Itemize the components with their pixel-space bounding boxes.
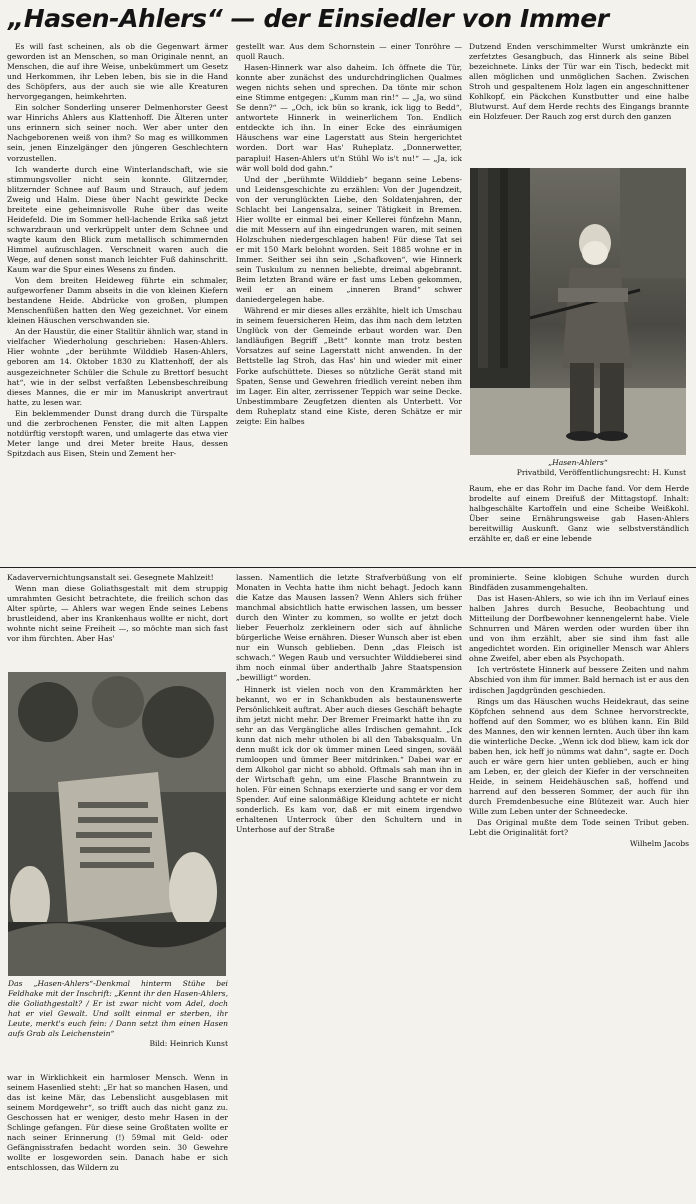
paragraph: Hasen-Hinnerk war also daheim. Ich öffnete die Tür, konnte aber zunächst des undurchdringlichen Qualmes wegen nichts sehen und sprechen. Da tönte mir schon eine Stimme entgegen: „Kumm man rin!“ — „Ja, wo sünd Se denn?“ — „Och, ick bün so krank, ick ligg to Bedd“, antwortete Hinnerk in weinerlichem Ton. Endlich entdeckte ich ihn. In einer Ecke des einräumigen Häuschens war eine Lagerstatt aus Stein hergerichtet worden. Dort war Has' Ruheplatz. „Donnerwetter, paraplui! Hasen-Ahlers ut'n Stühl Wo is't nu!“ — „Ja, ick wär woll bold dod gahn.“: [236, 63, 462, 173]
paragraph: Von dem breiten Heideweg führte ein schmaler, aufgeworfener Damm abseits in die von kleinen Kiefern bestandene Heide. Abdrücke von großen, plumpen Menschenfüßen hatten den Weg gezeichnet. Vor einem kleinen Häuschen verschwanden sie.: [7, 276, 228, 326]
paragraph: Es will fast scheinen, als ob die Gegenwart ärmer geworden ist an Menschen, so man Originale nennt, an Menschen, die auf ihre Weise, unbekümmert um Gesetz und Herkommen, ihr Leben leben, bis sie in die Hand des Schöpfers, aus der auch sie wie alle Kreaturen hervorgegangen, heimkehrten.: [7, 42, 228, 102]
headline: „Hasen-Ahlers“ — der Einsiedler von Immer: [8, 4, 609, 33]
paragraph: Ein beklemmender Dunst drang durch die Türspalte und die zerbrochenen Fenster, die mit alten Lappen notdürftig verstopft waren, und umlagerte das etwa vier Meter lange und drei Meter breite Haus, dessen Spitzdach aus Eisen, Stein und Zement her-: [7, 408, 228, 458]
bottom-column-2: [236, 573, 462, 903]
paragraph: Kadaververnichtungsanstalt sei. Gesegnete Mahlzeit!: [7, 573, 214, 582]
paragraph: Ein solcher Sonderling unserer Delmenhorster Geest war Hinrichs Ahlers aus Klattenhoff. Die Älteren unter uns erinnern sich seiner noch. Wer aber unter den Nachgeborenen weiß von ihm? So mag es willkommen sein, jenen Einzelgänger den jüngeren Geschlechtern vorzustellen.: [7, 103, 228, 163]
photo-caption-title: „Hasen-Ahlers“: [548, 458, 608, 467]
paragraph: Rings um das Häuschen wuchs Heidekraut, das seine Köpfchen sehnend aus dem Schnee hervorstreckte, hoffend auf den Sommer, wo es blühen kann. Ein Bild des Mannes, den wir kennen lernten. Auch über ihn kam die winterliche Decke. „Wenn ick dod bliew, kam ick dor baben hen, ick heff jo nümms wat dahn“, sagte er. Doch auch er wäre gern hier unten geblieben, auch er hing am Leben, er, der gleich der Kiefer in der verschneiten Heide, in seinem Heidehäuschen saß, hoffend und harrend auf den besseren Sommer, der auch für ihn durch Fremdenbesuche eine Blütezeit war. Auch hier Wille zum Leben unter der Schneedecke.: [469, 696, 689, 817]
monument-caption: [8, 979, 228, 1069]
paragraph: An der Haustür, die einer Stalltür ähnlich war, stand in vielfacher Wiederholung geschrieben: Hasen-Ahlers. Hier wohnte „der berühmte Wilddieb Hasen-Ahlers, geboren am 14. Oktober 1830 zu Klattenhoff, der als ausgezeichneter Schüler die Schule zu Brettorf besucht hat“, wie in der selbst verfaßten Lebensbeschreibung dieses Mannes, die er mir im Manuskript anvertraut hatte, zu lesen war.: [7, 327, 228, 407]
paragraph: Wenn man diese Goliathsgestalt mit dem struppig umrahmten Gesicht betrachtete, die freilich schon das Alter spürte, — Ahlers war wegen Ende seines Lebens brustleidend, aber ins Krankenhaus wollte er nicht, dort wohnte nicht seine Freiheit —, so möchte man sich fast vor ihm fürchten. Aber Has': [7, 584, 228, 644]
article-column-2: [236, 42, 462, 564]
author-name: Wilhelm Jacobs: [629, 839, 689, 849]
bottom-column-1-bottom: [7, 1073, 228, 1201]
paragraph: prominierte. Seine klobigen Schuhe wurden durch Bindfäden zusammengehalten.: [469, 573, 689, 593]
paragraph: Während er mir dieses alles erzählte, hielt ich Umschau in seinem feuersicheren Heim, das ihm nach dem letzten Unglück von der Gemeinde erbaut worden war. Den landläufigen Begriff „Bett“ konnte man trotz besten Vorsatzes auf seine Lagerstatt nicht anwenden. In der Bettstelle lag Stroh, das Has' hin und wieder mit einer Forke aufschüttete. Dieses so nützliche Gerät stand mit Spaten, Sense und Gewehren friedlich vereint neben ihm im Lager. Ein alter, zerrissener Teppich war seine Decke. Unbestimmbare Zeugfetzen dienten als Unterbett. Vor dem Ruheplatz stand eine Kiste, deren Schätze er mir zeigte: Ein halbes: [236, 306, 462, 426]
bottom-column-1-top: [7, 573, 228, 653]
paragraph: Ich wanderte durch eine Winterlandschaft, wie sie stimmungsvoller nicht sein konnte. Glitzernder, blitzernder Schnee auf Baum und Strauch, auf jedem Zweig und Halm. Diese über Nacht gewirkte Decke breitete eine geheimnisvolle Ruhe über das weite Heidefeld. Die im Sommer hell-lachende Erika saß jetzt schwarzbraun und verkrüppelt unter dem Schnee und wagte kaum den Blick zum metallisch schimmernden Himmel aufzuschlagen. Verschneit waren auch die Wege, auf denen sonst manch leichter Fuß dahinschritt. Kaum war die Spur eines Wesens zu finden.: [7, 164, 228, 275]
photo-credit: Privatbild, Veröffentlichungsrecht: H. Kunst: [516, 468, 686, 477]
paragraph: Das ist Hasen-Ahlers, so wie ich ihn im Verlauf eines halben Jahres durch Besuche, Beobachtung und Mitteilung der Dorfbewohner kennengelernt habe. Viele Schnurren und Mären werden oder wurden über ihn und von ihm erzählt, aber sie sind ihm fast alle angedichtet worden. Ein origineller Mensch war Ahlers ohne Zweifel, aber eben als Psychopath.: [469, 594, 689, 664]
monument-photo-credit: Bild: Heinrich Kunst: [149, 1039, 228, 1048]
bottom-column-3: [469, 573, 689, 933]
photo-caption: [470, 458, 686, 482]
section-divider: [0, 567, 696, 568]
paragraph: Das Original mußte dem Tode seinen Tribut geben. Lebt die Originalität fort?: [469, 818, 689, 838]
paragraph: Und der „berühmte Wilddieb“ begann seine Lebens- und Leidensgeschichte zu erzählen: Von der Jugendzeit, von der verunglückten Liebe, den Soldatenjahren, der Schlacht bei Langensalza, seiner Tätigkeit in Bremen. Hier wollte er einmal bei einer Kellerei fünfzehn Mann, die mit Messern auf ihn eingedrungen waren, mit seinen Holzschuhen niedergeschlagen haben! Für diese Tat sei er mit 150 Mark belohnt worden. Seit 1885 wohne er in Immer. Seither sei ihn sein „Schafkoven“, wie Hinnerk sein Tuskulum zu nennen beliebte, dreimal abgebrannt. Beim letzten Brand wäre er fast ums Leben gekommen, weil er an einem „inneren Brand“ schwer daniedergelegen habe.: [236, 174, 462, 305]
article-column-1: [7, 42, 228, 564]
paragraph: Ich vertröstete Hinnerk auf bessere Zeiten und nahm Abschied von ihm für immer. Bald hernach ist er aus den irdischen Jagdgründen geschieden.: [469, 665, 689, 695]
monument-photo: [8, 672, 226, 976]
article-column-3: [469, 42, 689, 167]
article-column-3-bottom: [469, 484, 689, 564]
paragraph: war in Wirklichkeit ein harmloser Mensch. Wenn in seinem Hasenlied steht: „Er hat so manchen Hasen, und das ist keine Mär, das Lebenslicht ausgeblasen mit seinem Mordgewehr“, so trifft auch das nicht ganz zu. Geschossen hat er weniger, desto mehr Hasen in der Schlinge gefangen. Für diese seine Großtaten wollte er nach seiner Erinnerung (!) 59mal mit Geld- oder Gefängnisstrafen bedacht worden sein. 30 Gewehre wollte er losgeworden sein. Danach habe er sich entschlossen, das Wildern zu: [7, 1073, 228, 1173]
paragraph: lassen. Namentlich die letzte Strafverbüßung von elf Monaten in Vechta hatte ihm nicht behagt. Jedoch kann die Katze das Mausen lassen? Wenn Ahlers sich früher manchmal absichtlich hatte erwischen lassen, um besser durch den Winter zu kommen, so wollte er jetzt doch lieber Feuerholz zerkleinern oder sich auf ähnliche bürgerliche Weise ernähren. Dieser Wunsch aber ist eben nur ein Wunsch geblieben. Denn „das Fleisch ist schwach.“ Wegen Raub und versuchter Wilddieberei sind ihm noch einmal über anderthalb Jahre Staatspension „bewilligt“ worden.: [236, 573, 462, 683]
monument-caption-text: Das „Hasen-Ahlers“-Denkmal hinterm Stühe bei Feldhake mit der Inschrift: „Kennt ihr den Hasen-Ahlers, die Goliathgestalt? / Er ist zwar nicht vom Adel, doch hat er viel Gewalt. Und sollt einmal er sterben, ihr Leute, merkt's euch fein: / Dann setzt ihm einen Hasen aufs Grab als Leichenstein“: [8, 979, 228, 1038]
paragraph: Hinnerk ist vielen noch von den Krammärkten her bekannt, wo er in Schankbuden als bestaunenswerte Persönlichkeit auftrat. Aber auch dieses Geschäft behagte ihm jetzt nicht mehr. Der Bremer Freimarkt hatte ihn zu sehr an das Vergängliche alles Irdischen gemahnt. „Ick kunn dat nich mehr utholen bi all den Tabaksqualm. Un denn mußt ick dor ok ümmer minen Leed singen, sovääl rumloopen und ümmer Beer mitdrinken.“ Dabei war er dem Alkohol gar nicht so abhold. Oftmals sah man ihn in der Wirtschaft gehn, um eine Flasche Branntwein zu holen. Für einen Schnaps exerzierte und sang er vor dem Spender. Auf eine salonmäßige Kleidung achtete er nicht sonderlich. Es kam vor, daß er mit einem irgendwo erhaltenen Unterrock über den Schultern und in Unterhose auf der Straße: [236, 684, 462, 835]
paragraph: Raum, ehe er das Rohr im Dache fand. Vor dem Herde brodelte auf einem Dreifuß der Mittagstopf. Inhalt: halbgeschälte Kartoffeln und eine Scheibe Weißkohl. Über seine Ernährungsweise gab Hasen-Ahlers bereitwillig Auskunft. Ganz wie selbstverständlich erzählte er, daß er eine lebende: [469, 484, 689, 544]
paragraph: Dutzend Enden verschimmelter Wurst umkränzte ein zerfetztes Gesangbuch, das Hinnerk als seine Bibel bezeichnete. Links der Tür war ein Tisch, bedeckt mit allen möglichen und unmöglichen Sachen. Zwischen Stroh und gespaltenem Holz lagen ein angeschnittener Kohlkopf, ein Päckchen Kunstbutter und eine halbe Blutwurst. Auf dem Herde rechts des Eingangs brannte ein Holzfeuer. Der Rauch zog erst durch den ganzen: [469, 42, 689, 122]
paragraph: gestellt war. Aus dem Schornstein — einer Tonröhre — quoll Rauch.: [236, 42, 462, 62]
portrait-photo: [470, 168, 686, 455]
